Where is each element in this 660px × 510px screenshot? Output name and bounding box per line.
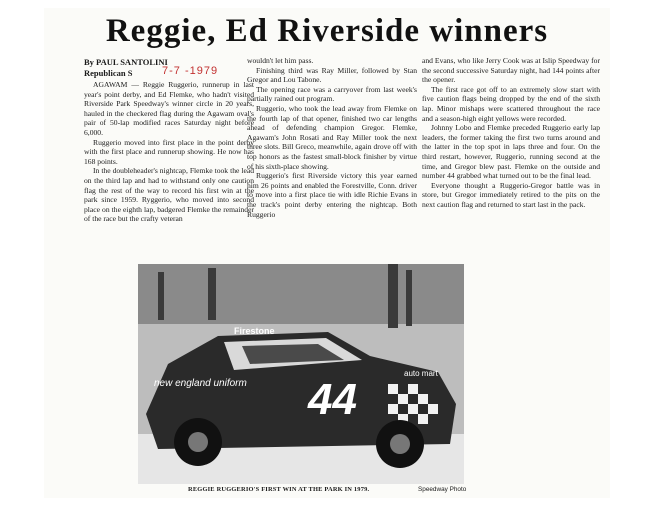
race-car-illustration (138, 264, 464, 484)
article-column-2 (247, 56, 417, 219)
article-column-3 (422, 56, 600, 210)
handwritten-date: 7-7 -1979 (162, 65, 219, 77)
race-car-photo (138, 264, 464, 484)
paragraph: Johnny Lobo and Flemke preceded Ruggerio early lap leaders, the former taking the first two turns around and the latter in the top spot in laps three and four. On the third restart, however, Ruggerio, running second at the time, and Gregor blew past. Flemke on the outside and number 44 grabbed what turned out to be the final lead. (422, 123, 600, 181)
photo-caption: REGGIE RUGGERIO'S FIRST WIN AT THE PARK IN 1979. (188, 486, 370, 493)
car-sponsor-lettering: auto mart (404, 369, 438, 378)
headline: Reggie, Ed Riverside winners (105, 13, 549, 49)
publication: Republican S (84, 68, 133, 78)
paragraph: In the doubleheader's nightcap, Flemke took the lead on the third lap and had to withstand only one caution flag the rest of the way to record his first win at the park since 1959. Ryggerio, who moved into second place on the eighth lap, badgered Flemke the remainder of the race but the crafty veteran (84, 166, 254, 224)
paragraph: The first race got off to an extremely slow start with five caution flags being dropped by the end of the sixth lap. Minor mishaps were scattered throughout the race and a season-high eight yellows were recorded. (422, 84, 600, 123)
byline: By PAUL SANTOLINI (84, 57, 168, 67)
paragraph: Ruggerio, who took the lead away from Flemke on the fourth lap of that opener, finished two car lengths ahead of defending champion Gregor. Flemke, Agawam's John Rosati and Ray Miller took the next three slots. Bill Greco, meanwhile, again drove off with top honors as the fastest small-block finisher by virtue of his sixth-place showing. (247, 103, 417, 171)
paragraph: Ruggerio's first Riverside victory this year earned him 26 points and enabled the Forestville, Conn. driver to move into a first place tie with idle Richie Evans in the track's point derby entering the nightcap. Both Ruggerio (247, 171, 417, 219)
paragraph: Finishing third was Ray Miller, followed by Stan Gregor and Lou Tabone. (247, 65, 417, 85)
paragraph: and Evans, who like Jerry Cook was at Islip Speedway for the second successive Saturday night, had 144 points after the opener. (422, 56, 600, 85)
paragraph: Ruggerio moved into first place in the point derby with the first place and runnerup showing. He now has 168 points. (84, 137, 254, 166)
photo-credit: Speedway Photo (418, 486, 467, 493)
paragraph: wouldn't let him pass. (247, 56, 314, 65)
article-column-1 (84, 80, 254, 224)
car-side-lettering: new england uniform (154, 378, 247, 389)
hood-lettering: Firestone (234, 326, 275, 336)
paragraph: Everyone thought a Ruggerio-Gregor battle was in store, but Gregor immediately retired to the pits on the next caution flag and returned to start last in the pack. (422, 180, 600, 209)
paragraph: The opening race was a carryover from last week's partially rained out program. (247, 84, 417, 104)
paragraph: AGAWAM — Reggie Ruggerio, runnerup in last year's point derby, and Ed Flemke, who hadn't visited Riverside Park Speedway's winner circle in 20 years, hauled in the checkered flag during the Agawam oval's pair of 50-lap modified races Saturday night before 6,000. (84, 80, 254, 137)
car-number: 44 (308, 375, 357, 424)
